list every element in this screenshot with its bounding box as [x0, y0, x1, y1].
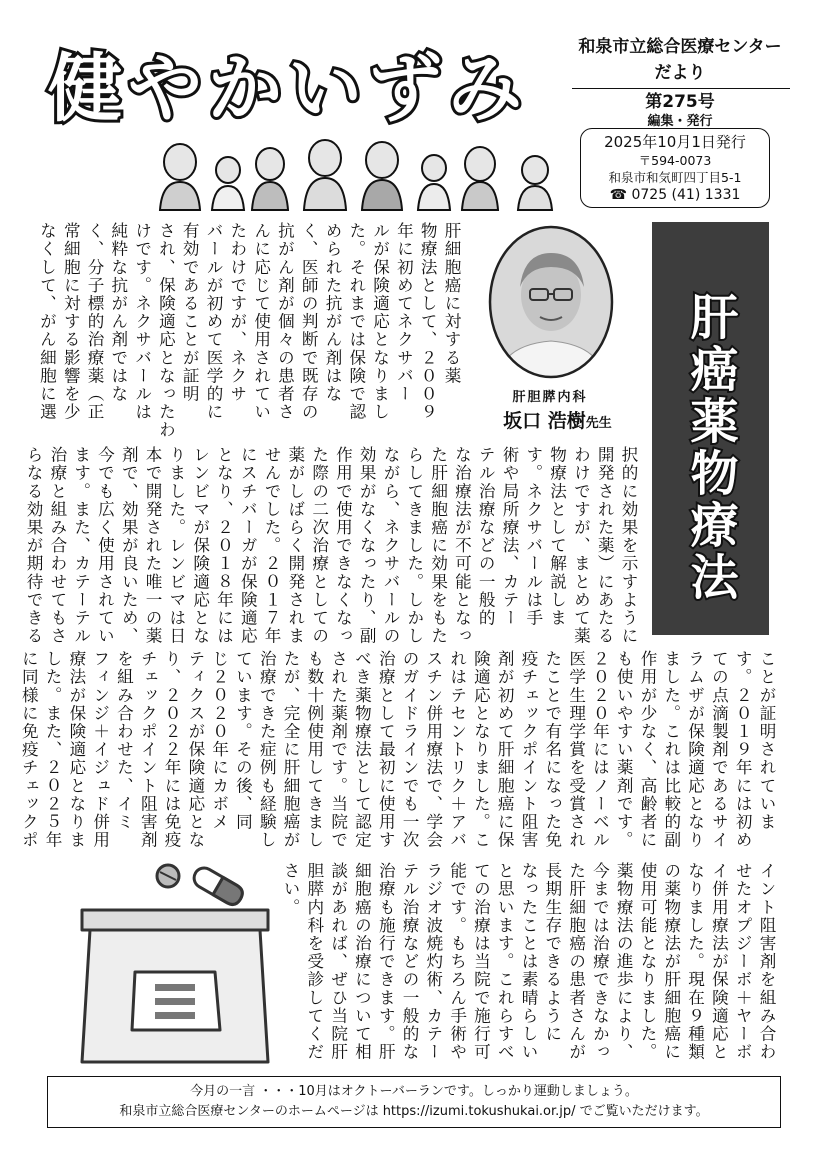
medicine-bag-illustration [60, 862, 300, 1072]
footer-box [47, 1076, 781, 1128]
publisher-divider [572, 88, 790, 89]
article-title: 肝癌薬物療法 [682, 292, 738, 604]
publication-date: 2025年10月1日発行 [604, 133, 746, 151]
article-text-block-4: イント阻害剤を組み合わ せたオプジーボ＋ヤーボ イ併用療法が保険適応と なりました。現在９種類 の薬物療法が肝細胞癌に 使用可能となりました。 薬物療法の進歩により、 今までは治療できなかっ た肝細胞癌の患者さんが 長期生存できるように なったことは素晴らしい と思います。これらすべ ての治療は当院で施行可 能です。もちろん手術や ラジオ波焼灼術、カテー テル治療などの一般的な 治療も施行できます。肝 細胞癌の治療について相 談があれば、ぜひ当院肝 胆膵内科を受診してくだ さい。 [281, 862, 776, 1062]
doctor-name-line [470, 406, 645, 433]
address: 和泉市和気町四丁目5-1 [608, 170, 742, 185]
publication-info-box [580, 128, 770, 208]
issue-number: 第275号 [645, 92, 715, 112]
doctor-name: 坂口 浩樹 [503, 410, 586, 432]
center-sub-line: だより [654, 63, 706, 83]
doctor-honorific: 先生 [585, 416, 612, 431]
article-title-banner [652, 222, 769, 635]
homepage-notice: 和泉市立総合医療センターのホームページは https://izumi.tokushukai.or.jp/ でご覧いただけます。 [119, 1104, 709, 1119]
family-illustration [150, 130, 570, 210]
article-text-block-1: 肝細胞癌に対する薬 物療法として、２００９ 年に初めてネクサバー ルが保険適応となりまし た。それまでは保険で認 められた抗がん剤はな く、医師の判断で既存の 抗がん剤が個々の患者さ んに応じて使用されてい たわけですが、ネクサ バールが初めて医学的に 有効であることが証明 され、保険適応となったわ けです。ネクサバールは 純粋な抗がん剤ではな く、分子標的治療薬（正 常細胞に対する影響を少 なくして、がん細胞に選 [37, 222, 461, 440]
edit-publish-label: 編集・発行 [647, 114, 713, 129]
logo-title: 健やかいずみ [48, 46, 528, 132]
publisher-name [570, 34, 790, 86]
doctor-department: 肝胆膵内科 [512, 390, 588, 405]
monthly-message: 今月の一言 ・・・10月はオクトーバーランです。しっかり運動しましょう。 [190, 1084, 638, 1099]
postal-code: 〒594-0073 [638, 153, 712, 168]
doctor-photo [488, 225, 614, 380]
phone-number: ☎ 0725 (41) 1331 [609, 187, 741, 203]
article-text-block-3: ことが証明されていま す。２０１９年には初め ての点滴製剤であるサイ ラムザが保険適応となり ました。これは比較的副 作用が少なく、高齢者に も使いやすい薬剤です。 ２０２０年にはノーベル 医学生理学賞を受賞され たことで有名になった免 疫チェックポイント阻害 剤が初めて肝細胞癌に保 険適応となりました。こ れはテセントリク＋アバ スチン併用療法で、学会 のガイドラインでも一次 治療として最初に使用す べき薬物療法として認定 された薬剤です。当院で も数十例使用してきまし たが、完全に肝細胞癌が 治療できた症例も経験し ています。その後、同 じ２０２０年にカボメ ティクスが保険適応とな り、２０２２年には免疫 チェックポイント阻害剤 を組み合わせた、イミ フィンジ＋イジュド併用 療法が保険適応となりま した。また、２０２５年 に同様に免疫チェックポ [19, 650, 776, 850]
center-name-line: 和泉市立総合医療センター [578, 37, 782, 57]
article-text-block-2: 択的に効果を示すように 開発された薬）にあたる わけですが、まとめて薬 物療法として解説しま す。ネクサバールは手 術や局所療法、カテー テル治療などの一般的 な治療法が不可能となっ た肝細胞癌に効果をもた らしてきました。しかし ながら、ネクサバールの 効果がなくなったり、副 作用で使用できなくなっ た際の二次治療としての 薬がしばらく開発されま せんでした。２０１７年 にスチバーガが保険適応 となり、２０１８年には レンビマが保険適応とな りました。レンビマは日 本で開発された唯一の薬 剤で、効果が良いため、 今でも広く使用されてい ます。また、カテーテル 治療と組み合わせてもさ らなる効果が期待できる [24, 446, 638, 646]
